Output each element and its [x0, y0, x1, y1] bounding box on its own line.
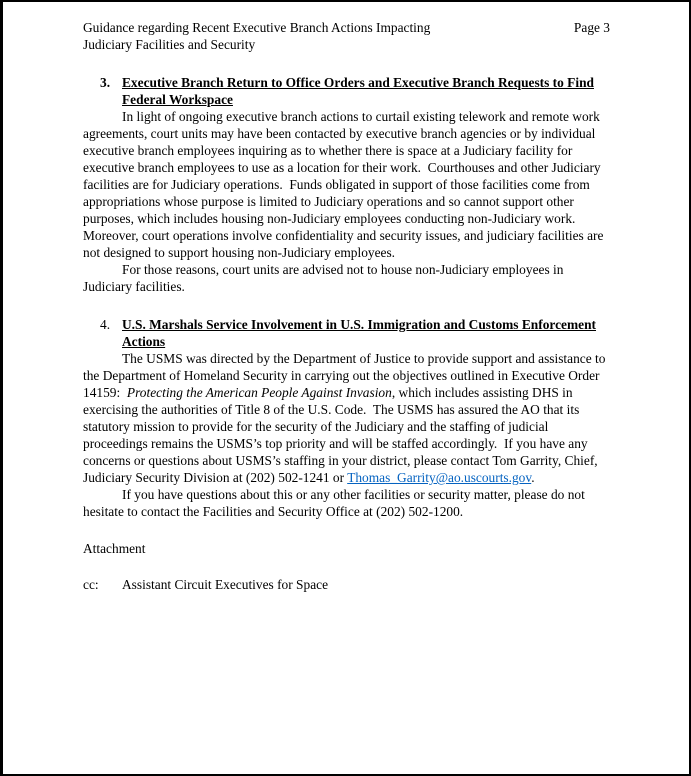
section-3-title: Executive Branch Return to Office Orders and Executive Branch Requests to Find Federal Workspace — [122, 75, 594, 107]
paragraph — [83, 486, 610, 520]
section-3-number: 3. — [100, 75, 111, 90]
text-run: , which includes assisting DHS in exercising the authorities of Title 8 of the U.S. Code. The USMS has assured the AO that its statutory mission to provide for the security of the Judiciary and the staffing of judicial proceedings remains the USMS’s top priority and will be staffed accordingly. If you have any concerns or questions about USMS’s staffing in your district, please contact Tom Garrity, Chief, Judiciary Security Division at (202) 502-1241 or — [83, 385, 601, 485]
page-number: Page 3 — [573, 20, 610, 35]
italic-text-run: Protecting the American People Against Invasion — [126, 385, 392, 400]
document-header — [83, 19, 610, 53]
cc-label: cc: — [83, 577, 99, 592]
text-run: The USMS was directed by the Department of Justice to provide support and assistance to the Department of Homeland Security in carrying out the objectives outlined in Executive Order 14159: — [83, 351, 609, 400]
paragraph — [83, 108, 610, 261]
attachment-label: Attachment — [83, 541, 146, 556]
section-4-heading — [83, 316, 610, 350]
text-run: If you have questions about this or any other facilities or security matter, please do not hesitate to contact the Facilities and Security Office at (202) 502-1200. — [83, 487, 589, 519]
cc-line — [83, 576, 610, 593]
paragraph — [83, 350, 610, 486]
section-3-heading — [83, 74, 610, 108]
text-run: . — [531, 470, 535, 485]
email-link[interactable]: Thomas_Garrity@ao.uscourts.gov — [347, 470, 532, 485]
text-run: In light of ongoing executive branch actions to curtail existing telework and remote work agreements, court units may have been contacted by executive branch agencies or by individual executive branch employees inquiring as to whether there is space at a Judiciary facility for executive branch employees to use as a location for their work. Courthouses and other Judiciary facilities are for Judiciary operations. Funds obligated in support of those facilities come from appropriations whose purpose is limited to Judiciary operations and so cannot support other purposes, which includes housing non-Judiciary employees conducting non-Judiciary work. Moreover, court operations involve confidentiality and security issues, and judiciary facilities are not designed to support housing non-Judiciary employees. — [83, 109, 607, 260]
cc-value: Assistant Circuit Executives for Space — [122, 577, 329, 592]
section-4-title: U.S. Marshals Service Involvement in U.S. Immigration and Customs Enforcement Actions — [122, 317, 596, 349]
text-run: For those reasons, court units are advised not to house non-Judiciary employees in Judiciary facilities. — [83, 262, 567, 294]
paragraph — [83, 261, 610, 295]
document-content — [83, 19, 610, 593]
section-4-number: 4. — [100, 317, 111, 332]
header-title-line1: Guidance regarding Recent Executive Branch Actions Impacting — [83, 20, 431, 35]
header-title-line2: Judiciary Facilities and Security — [83, 37, 256, 52]
header-title-block — [83, 19, 430, 53]
